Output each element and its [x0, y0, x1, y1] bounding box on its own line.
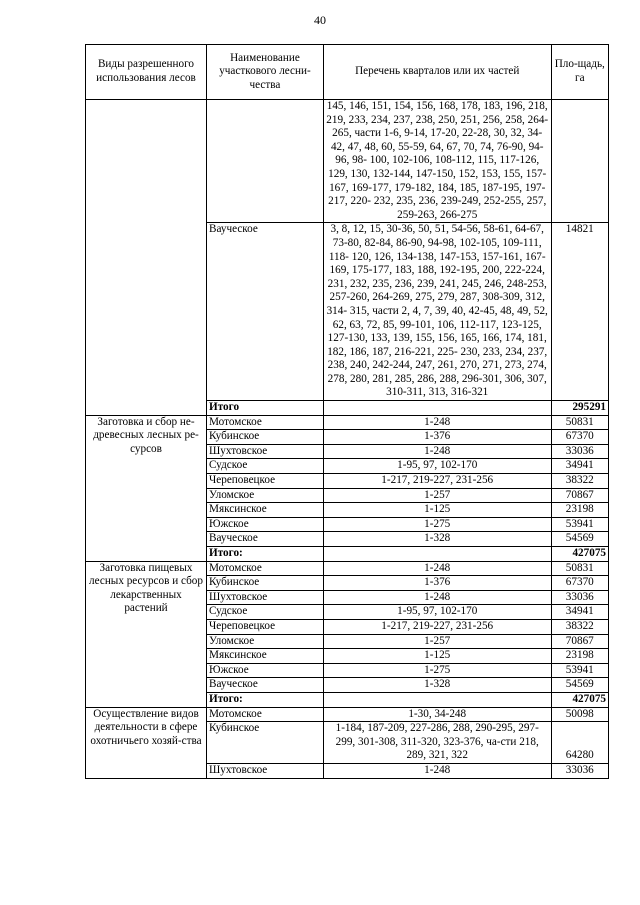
forestry-name-cell: Уломское — [207, 488, 324, 503]
use-cell-continued — [86, 100, 207, 416]
forestry-name-cell: Шухтовское — [207, 763, 324, 778]
forestry-name-cell: Вауческое — [207, 532, 324, 547]
area-cell: 64280 — [551, 722, 608, 764]
forestry-name-cell: Мотомское — [207, 561, 324, 576]
header-area: Пло-щадь, га — [551, 45, 608, 100]
forestry-name-cell: Мотомское — [207, 415, 324, 430]
quarters-cell: 1-30, 34-248 — [323, 707, 551, 722]
forestry-name-cell: Уломское — [207, 634, 324, 649]
area-cell: 50098 — [551, 707, 608, 722]
quarters-cell: 1-376 — [323, 430, 551, 445]
area-cell: 23198 — [551, 649, 608, 664]
forestry-name-cell: Кубинское — [207, 576, 324, 591]
quarters-cell: 1-248 — [323, 590, 551, 605]
table-header-row — [86, 45, 609, 100]
forestry-name-cell: Вауческое — [207, 223, 324, 401]
area-cell: 33036 — [551, 590, 608, 605]
area-cell: 38322 — [551, 474, 608, 489]
quarters-cell: 1-184, 187-209, 227-286, 288, 290-295, 297-299, 301-308, 311-320, 323-376, ча-сти 218, 289, 321, 322 — [323, 722, 551, 764]
quarters-cell: 1-275 — [323, 663, 551, 678]
table-row — [86, 415, 609, 430]
quarters-cell: 1-217, 219-227, 231-256 — [323, 619, 551, 634]
header-quarters-list: Перечень кварталов или их частей — [323, 45, 551, 100]
header-forestry-name: Наименование участкового лесни-чества — [207, 45, 324, 100]
total-label: Итого: — [207, 547, 324, 562]
area-cell — [551, 100, 608, 223]
use-type-cell: Заготовка пищевых лесных ресурсов и сбор лекарственных растений — [86, 561, 207, 707]
area-cell: 14821 — [551, 223, 608, 401]
quarters-cell: 3, 8, 12, 15, 30-36, 50, 51, 54-56, 58-61, 64-67, 73-80, 82-84, 86-90, 94-98, 102-105, 109-111, 118- 120, 126, 134-138, 147-153, 157-161, 167-169, 175-177, 183, 188, 192-195, 200, 222-224, 231, 232, 235, 236, 239, 241, 245, 246, 248-253, 257-260, 264-269, 275, 279, 287, 308-309, 312, 314- 315, части 2, 4, 7, 39, 40, 42-45, 48, 49, 52, 62, 63, 72, 85, 99-101, 106, 112-117, 123-125, 127-130, 133, 139, 155, 156, 165, 166, 174, 181, 182, 186, 187, 216-221, 225- 230, 233, 234, 237, 238, 240, 242-244, 247, 261, 270, 271, 273, 274, 278, 280, 281, 285, 286, 288, 296-301, 306, 307, 310-311, 313, 316-321 — [323, 223, 551, 401]
total-value: 295291 — [551, 401, 608, 416]
quarters-cell: 1-217, 219-227, 231-256 — [323, 474, 551, 489]
quarters-cell: 1-275 — [323, 517, 551, 532]
total-value: 427075 — [551, 692, 608, 707]
area-cell: 70867 — [551, 488, 608, 503]
forestry-name-cell: Вауческое — [207, 678, 324, 693]
quarters-cell: 1-328 — [323, 532, 551, 547]
quarters-cell: 145, 146, 151, 154, 156, 168, 178, 183, 196, 218, 219, 233, 234, 237, 238, 250, 251, 256, 258, 264-265, части 1-6, 9-14, 17-20, 22-28, 30, 32, 34-42, 47, 48, 60, 55-59, 64, 67, 70, 74, 76-90, 94-96, 98- 100, 102-106, 108-112, 115, 117-126, 129, 130, 132-144, 147-150, 152, 153, 155, 157-167, 169-177, 179-182, 184, 185, 187-195, 197-217, 220- 232, 235, 236, 239-249, 252-255, 257, 259-263, 266-275 — [323, 100, 551, 223]
forestry-name-cell: Судское — [207, 605, 324, 620]
forestry-name-cell: Южское — [207, 663, 324, 678]
area-cell: 33036 — [551, 763, 608, 778]
forestry-name-cell: Шухтовское — [207, 444, 324, 459]
forestry-name-cell: Мяксинское — [207, 649, 324, 664]
table-row — [86, 707, 609, 722]
quarters-cell: 1-257 — [323, 488, 551, 503]
header-use-types: Виды разрешенного использования лесов — [86, 45, 207, 100]
forest-use-table — [85, 44, 609, 779]
area-cell: 38322 — [551, 619, 608, 634]
forestry-name-cell: Мотомское — [207, 707, 324, 722]
forestry-name-cell: Судское — [207, 459, 324, 474]
use-type-cell: Заготовка и сбор не-древесных лесных ре-сурсов — [86, 415, 207, 561]
area-cell: 67370 — [551, 430, 608, 445]
area-cell: 34941 — [551, 605, 608, 620]
total-empty-cell — [323, 692, 551, 707]
area-cell: 23198 — [551, 503, 608, 518]
forestry-name-cell: Череповецкое — [207, 619, 324, 634]
quarters-cell: 1-376 — [323, 576, 551, 591]
area-cell: 54569 — [551, 678, 608, 693]
total-empty-cell — [323, 547, 551, 562]
area-cell: 50831 — [551, 561, 608, 576]
forestry-name-cell: Южское — [207, 517, 324, 532]
area-cell: 33036 — [551, 444, 608, 459]
quarters-cell: 1-257 — [323, 634, 551, 649]
quarters-cell: 1-248 — [323, 561, 551, 576]
forestry-name-cell — [207, 100, 324, 223]
forestry-name-cell: Шухтовское — [207, 590, 324, 605]
quarters-cell: 1-248 — [323, 444, 551, 459]
total-label: Итого: — [207, 692, 324, 707]
use-type-cell: Осуществление видов деятельности в сфере охотничьего хозяй-ства — [86, 707, 207, 778]
total-label: Итого — [207, 401, 324, 416]
area-cell: 53941 — [551, 663, 608, 678]
forestry-name-cell: Кубинское — [207, 430, 324, 445]
area-cell: 53941 — [551, 517, 608, 532]
total-empty-cell — [323, 401, 551, 416]
quarters-cell: 1-125 — [323, 503, 551, 518]
total-value: 427075 — [551, 547, 608, 562]
quarters-cell: 1-248 — [323, 763, 551, 778]
quarters-cell: 1-248 — [323, 415, 551, 430]
quarters-cell: 1-328 — [323, 678, 551, 693]
area-cell: 54569 — [551, 532, 608, 547]
forestry-name-cell: Мяксинское — [207, 503, 324, 518]
area-cell: 50831 — [551, 415, 608, 430]
quarters-cell: 1-125 — [323, 649, 551, 664]
quarters-cell: 1-95, 97, 102-170 — [323, 605, 551, 620]
table-row — [86, 561, 609, 576]
table-row — [86, 100, 609, 223]
forestry-name-cell: Череповецкое — [207, 474, 324, 489]
area-cell: 67370 — [551, 576, 608, 591]
quarters-cell: 1-95, 97, 102-170 — [323, 459, 551, 474]
page-number: 40 — [314, 13, 326, 27]
area-cell: 70867 — [551, 634, 608, 649]
forestry-name-cell: Кубинское — [207, 722, 324, 764]
area-cell: 34941 — [551, 459, 608, 474]
